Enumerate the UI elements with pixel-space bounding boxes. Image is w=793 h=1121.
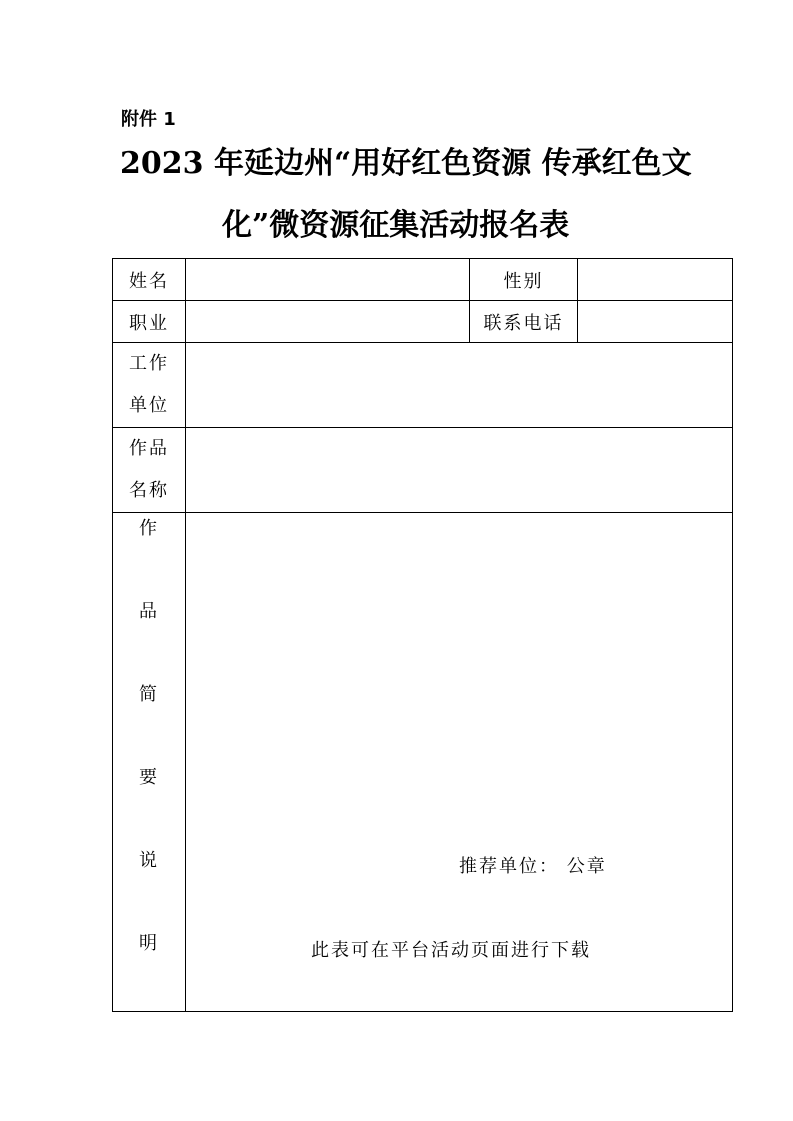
name-field[interactable] [186, 259, 470, 301]
registration-form-table [112, 258, 733, 1012]
summary-label-char: 作 [139, 518, 159, 539]
work-title-label [113, 428, 186, 513]
phone-label: 联系电话 [470, 301, 578, 343]
summary-field[interactable] [186, 513, 733, 1012]
summary-label-char: 说 [139, 850, 159, 871]
summary-label-char: 要 [139, 767, 159, 788]
occupation-label: 职业 [113, 301, 186, 343]
workplace-label [113, 343, 186, 428]
summary-label-char: 简 [139, 684, 159, 705]
occupation-field[interactable] [186, 301, 470, 343]
summary-label [113, 513, 186, 1012]
row-summary [113, 513, 733, 1012]
form-title-line1: 2023 年延边州“用好红色资源 传承红色文 [120, 146, 692, 181]
gender-label: 性别 [470, 259, 578, 301]
workplace-label-line1: 工作 [129, 353, 169, 374]
download-note: 此表可在平台活动页面进行下载 [311, 940, 591, 961]
row-name-gender [113, 259, 733, 301]
row-occupation-phone [113, 301, 733, 343]
name-label: 姓名 [113, 259, 186, 301]
work-title-field[interactable] [186, 428, 733, 513]
summary-label-char: 品 [139, 601, 159, 622]
workplace-field[interactable] [186, 343, 733, 428]
summary-label-char: 明 [139, 933, 159, 954]
form-title-line2: 化”微资源征集活动报名表 [222, 208, 570, 243]
recommend-unit-seal-text: 推荐单位： 公章 [459, 856, 607, 877]
gender-field[interactable] [578, 259, 733, 301]
row-workplace [113, 343, 733, 428]
phone-field[interactable] [578, 301, 733, 343]
attachment-label: 附件 1 [121, 109, 176, 130]
workplace-label-line2: 单位 [129, 395, 169, 416]
row-work-title [113, 428, 733, 513]
work-title-label-line1: 作品 [129, 438, 169, 459]
work-title-label-line2: 名称 [129, 480, 169, 501]
